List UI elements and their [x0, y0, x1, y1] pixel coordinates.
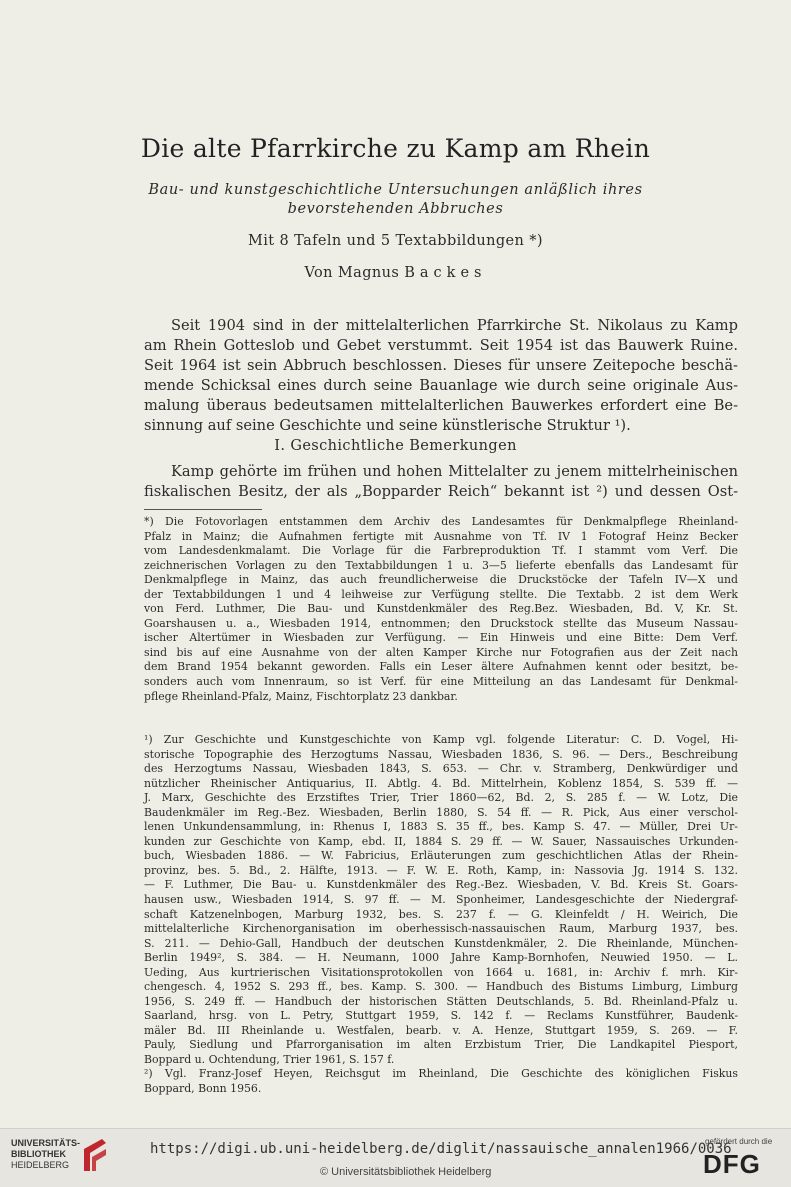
footnote-rule: [144, 509, 262, 510]
footnote-line: zeichnerischen Vorlagen zu den Textabbildungen 1 u. 3—5 lieferte ebenfalls das Landesamt für: [144, 558, 738, 572]
footnote-line: Saarland, hrsg. von L. Petry, Stuttgart 1959, S. 142 f. — Reclams Kunstführer, Baudenk-: [144, 1009, 738, 1023]
author-name: Backes: [404, 265, 487, 281]
footnote-line: — F. Luthmer, Die Bau- u. Kunstdenkmäler des Reg.-Bez. Wiesbaden, V. Bd. Kreis St. Goars-: [144, 878, 738, 892]
footnote-line: J. Marx, Geschichte des Erzstiftes Trier, Trier 1860—62, Bd. 2, S. 285 f. — W. Lotz, Die: [144, 791, 738, 805]
footnote-line: ischer Altertümer in Wiesbaden zur Verfügung. — Ein Hinweis und eine Bitte: Dem Verf.: [144, 631, 738, 645]
section-heading: I. Geschichtliche Bemerkungen: [274, 438, 517, 454]
footnote-line: S. 211. — Dehio-Gall, Handbuch der deutschen Kunstdenkmäler, 2. Die Rheinlande, München-: [144, 936, 738, 950]
footnote-line: buch, Wiesbaden 1886. — W. Fabricius, Erläuterungen zum geschichtlichen Atlas der Rhein-: [144, 849, 738, 863]
footnote-line: provinz, bes. 5. Bd., 2. Hälfte, 1913. — F. W. E. Roth, Kamp, in: Nassovia Jg. 1914 S. 132.: [144, 863, 738, 877]
footnote-line: chengesch. 4, 1952 S. 293 ff., bes. Kamp. S. 300. — Handbuch des Bistums Limburg, Limburg: [144, 980, 738, 994]
footnote-line: Goarshausen u. a., Wiesbaden 1914, entnommen; den Druckstock stellte das Museum Nassau-: [144, 616, 738, 630]
footnote-line: dem Brand 1954 bekannt geworden. Falls ein Leser ältere Aufnahmen kennt oder besitzt, be-: [144, 660, 738, 674]
footnote-line: der Textabbildungen 1 und 4 leihweise zur Verfügung stellte. Die Textabb. 2 ist dem Werk: [144, 587, 738, 601]
text-line: malung überaus bedeutsamen mittelalterlichen Bauwerkes erfordert eine Be-: [144, 397, 738, 415]
footnote-line: storische Topographie des Herzogtums Nassau, Wiesbaden 1836, S. 96. — Ders., Beschreibung: [144, 747, 738, 761]
footnote-line: lenen Unkundensammlung, in: Rhenus I, 1883 S. 35 ff., bes. Kamp S. 47. — Müller, Drei Ur-: [144, 820, 738, 834]
dfg-funding-note: gefördert durch die: [705, 1137, 773, 1146]
footnote-line: mäler Bd. III Rheinlande u. Westfalen, bearb. v. A. Henze, Stuttgart 1959, S. 269. — F.: [144, 1023, 738, 1037]
author-prefix: Von Magnus: [304, 265, 400, 281]
body-paragraph: [144, 462, 738, 502]
subtitle-line: Bau- und kunstgeschichtliche Untersuchungen anläßlich ihres: [148, 182, 643, 198]
text-line: Seit 1904 sind in der mittelalterlichen Pfarrkirche St. Nikolaus zu Kamp: [171, 317, 738, 334]
article-title: Die alte Pfarrkirche zu Kamp am Rhein: [140, 134, 651, 163]
footnote-line: nützlicher Rheinischer Antiquarius, II. Abtlg. 4. Bd. Mittelrhein, Koblenz 1854, S. 539 ff. —: [144, 776, 738, 790]
footnote-2: [144, 1067, 738, 1096]
footnote-star: [144, 515, 738, 704]
text-line: mende Schicksal eines durch seine Bauanlage wie durch seine originale Aus-: [144, 377, 738, 395]
footnote-line: sind bis auf eine Ausnahme von der alten Kamper Kirche nur Fotografien aus der Zeit nach: [144, 645, 738, 659]
footnote-line: schaft Katzenelnbogen, Marburg 1932, bes. S. 237 f. — G. Kleinfeldt / H. Weirich, Die: [144, 907, 738, 921]
text-line: Kamp gehörte im frühen und hohen Mittelalter zu jenem mittelrheinischen: [171, 463, 738, 480]
footnote-line: sonders auch vom Innenraum, so ist Verf. für eine Mitteilung an das Landesamt für Denkmal-: [144, 675, 738, 689]
footnote-1: [144, 733, 738, 1068]
university-library-logo[interactable]: [11, 1138, 80, 1171]
page-url-link[interactable]: https://digi.ub.uni-heidelberg.de/diglit/nassauische_annalen1966/0036: [150, 1141, 732, 1157]
dfg-logo[interactable]: DFG: [703, 1149, 761, 1179]
library-emblem-icon: [80, 1135, 110, 1175]
footnote-line: kunden zur Geschichte von Kamp, ebd. II, 1884 S. 29 ff. — W. Sauer, Nassauisches Urkunden-: [144, 834, 738, 848]
footnote-line: pflege Rheinland-Pfalz, Mainz, Fischtorplatz 23 dankbar.: [144, 689, 458, 703]
article-subtitle: [0, 181, 791, 219]
footnote-line: ²) Vgl. Franz-Josef Heyen, Reichsgut im Rheinland, Die Geschichte des königlichen Fiskus: [144, 1067, 738, 1080]
footnote-line: Ueding, Aus kurtrierischen Visitationsprotokollen von 1664 u. 1681, in: Archiv f. mrh. Kir-: [144, 965, 738, 979]
intro-paragraph: [144, 316, 738, 437]
text-line: sinnung auf seine Geschichte und seine künstlerische Struktur ¹).: [144, 417, 631, 435]
logo-line: UNIVERSITÄTS-: [11, 1138, 81, 1148]
footnote-line: Boppard u. Ochtendung, Trier 1961, S. 157 f.: [144, 1053, 395, 1067]
text-line: fiskalischen Besitz, der als „Bopparder Reich“ bekannt ist ²) und dessen Ost-: [144, 483, 738, 501]
author-line: [0, 265, 791, 281]
text-line: Seit 1964 ist sein Abbruch beschlossen. Dieses für unsere Zeitepoche beschä-: [144, 357, 738, 375]
footnote-line: von Ferd. Luthmer, Die Bau- und Kunstdenkmäler des Reg.Bez. Wiesbaden, Bd. V, Kr. St.: [144, 602, 738, 616]
viewer-footer-bar: [0, 1128, 791, 1187]
footnote-line: Denkmalpflege in Mainz, das auch freundlicherweise die Druckstöcke der Tafeln IV—X und: [144, 573, 738, 587]
copyright-text: © Universitätsbibliothek Heidelberg: [320, 1166, 492, 1178]
footnote-line: 1956, S. 249 ff. — Handbuch der historischen Stätten Deutschlands, 5. Bd. Rheinland-Pfalz u.: [144, 994, 738, 1008]
footnote-line: ¹) Zur Geschichte und Kunstgeschichte von Kamp vgl. folgende Literatur: C. D. Vogel, Hi-: [144, 733, 738, 746]
footnote-line: Pfalz in Mainz; die Aufnahmen fertigte mit Ausnahme von Tf. IV 1 Fotograf Heinz Becker: [144, 529, 738, 543]
footnote-line: *) Die Fotovorlagen entstammen dem Archiv des Landesamtes für Denkmalpflege Rheinland-: [144, 515, 738, 528]
footnote-line: Pauly, Siedlung und Pfarrorganisation im alten Erzbistum Trier, Die Landkapitel Piesport,: [144, 1038, 738, 1052]
subtitle-line: bevorstehenden Abbruches: [287, 201, 504, 217]
plates-note: Mit 8 Tafeln und 5 Textabbildungen *): [248, 233, 543, 249]
footnote-line: des Herzogtums Nassau, Wiesbaden 1843, S. 653. — Chr. v. Stramberg, Denkwürdiger und: [144, 762, 738, 776]
text-line: am Rhein Gotteslob und Gebet verstummt. Seit 1954 ist das Bauwerk Ruine.: [144, 337, 738, 355]
logo-line: HEIDELBERG: [11, 1160, 70, 1170]
footnote-line: vom Landesdenkmalamt. Die Vorlage für die Farbreproduktion Tf. I stammt vom Verf. Die: [144, 544, 738, 558]
footnote-line: hausen usw., Wiesbaden 1914, S. 97 ff. — M. Sponheimer, Landesgeschichte der Niedergraf-: [144, 893, 738, 907]
footnote-line: Baudenkmäler im Reg.-Bez. Wiesbaden, Berlin 1880, S. 54 ff. — R. Pick, Aus einer verschol-: [144, 805, 738, 819]
logo-line: BIBLIOTHEK: [11, 1149, 66, 1159]
footnote-line: Berlin 1949², S. 384. — H. Neumann, 1000 Jahre Kamp-Bornhofen, Neuwied 1950. — L.: [144, 951, 738, 965]
footnote-line: mittelalterliche Kirchenorganisation im oberhessisch-nassauischen Raum, Marburg 1937, bes.: [144, 922, 738, 936]
footnote-line: Boppard, Bonn 1956.: [144, 1081, 262, 1095]
